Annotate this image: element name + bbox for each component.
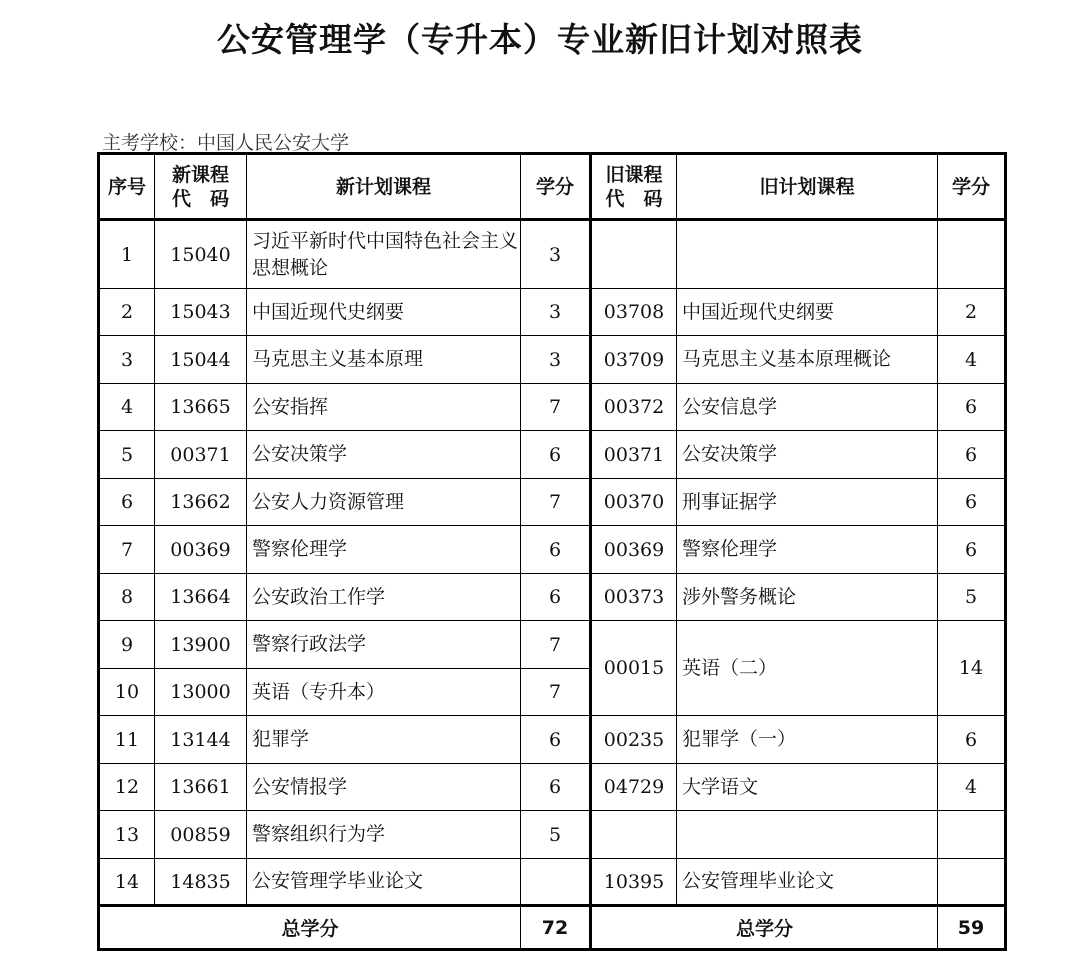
- row-new-credit: 6: [521, 526, 591, 574]
- comparison-table: [97, 152, 1007, 951]
- header-old-code-line1: 旧课程: [605, 163, 663, 186]
- header-new-course: 新计划课程: [247, 154, 521, 220]
- new-total-value: 72: [521, 906, 591, 950]
- row-new-code: 00859: [155, 811, 247, 859]
- row-new-credit: 3: [521, 220, 591, 289]
- row-old-code: 00371: [591, 431, 677, 479]
- row-new-course: 中国近现代史纲要: [247, 289, 521, 336]
- table-row: [99, 764, 1006, 811]
- row-seq: 2: [99, 289, 155, 336]
- row-new-course: 警察行政法学: [247, 621, 521, 669]
- table-row: [99, 220, 1006, 289]
- table-row: [99, 859, 1006, 906]
- table-row: [99, 289, 1006, 336]
- row-new-credit: 6: [521, 764, 591, 811]
- row-old-code: 00015: [591, 621, 677, 716]
- table-row: [99, 716, 1006, 764]
- totals-row: [99, 906, 1006, 950]
- row-old-credit: [938, 811, 1006, 859]
- row-old-credit: 14: [938, 621, 1006, 716]
- row-old-code: 04729: [591, 764, 677, 811]
- row-new-code: 14835: [155, 859, 247, 906]
- row-old-course: 大学语文: [677, 764, 938, 811]
- row-new-credit: 6: [521, 431, 591, 479]
- row-old-course: 英语（二）: [677, 621, 938, 716]
- row-old-course: [677, 220, 938, 289]
- row-old-credit: 6: [938, 431, 1006, 479]
- table-row: [99, 621, 1006, 669]
- row-new-code: 13662: [155, 479, 247, 526]
- row-old-credit: 2: [938, 289, 1006, 336]
- row-old-code: 00369: [591, 526, 677, 574]
- table-row: [99, 526, 1006, 574]
- row-new-code: 13665: [155, 384, 247, 431]
- row-new-code: 13144: [155, 716, 247, 764]
- row-old-credit: [938, 220, 1006, 289]
- row-old-course: 中国近现代史纲要: [677, 289, 938, 336]
- school-label: 主考学校：中国人民公安大学: [102, 132, 350, 154]
- row-old-course: [677, 811, 938, 859]
- row-new-course: 警察组织行为学: [247, 811, 521, 859]
- row-new-course: 英语（专升本）: [247, 669, 521, 716]
- row-old-code: 10395: [591, 859, 677, 906]
- table-row: [99, 479, 1006, 526]
- row-seq: 9: [99, 621, 155, 669]
- header-old-code-line2: 代 码: [605, 187, 663, 210]
- table-row: [99, 384, 1006, 431]
- row-new-code: 13661: [155, 764, 247, 811]
- row-old-course: 涉外警务概论: [677, 574, 938, 621]
- row-seq: 7: [99, 526, 155, 574]
- row-seq: 10: [99, 669, 155, 716]
- row-seq: 11: [99, 716, 155, 764]
- row-new-credit: [521, 859, 591, 906]
- row-seq: 14: [99, 859, 155, 906]
- row-old-credit: 6: [938, 526, 1006, 574]
- row-old-course: 公安决策学: [677, 431, 938, 479]
- header-new-code-line1: 新课程: [171, 163, 229, 186]
- row-new-code: 15040: [155, 220, 247, 289]
- row-new-credit: 6: [521, 574, 591, 621]
- row-new-code: 13000: [155, 669, 247, 716]
- row-old-code: 00370: [591, 479, 677, 526]
- row-seq: 6: [99, 479, 155, 526]
- header-new-code-line2: 代 码: [171, 187, 229, 210]
- row-new-credit: 7: [521, 479, 591, 526]
- row-old-course: 警察伦理学: [677, 526, 938, 574]
- row-old-code: [591, 220, 677, 289]
- row-old-credit: 6: [938, 479, 1006, 526]
- row-old-code: 03708: [591, 289, 677, 336]
- row-new-code: 13900: [155, 621, 247, 669]
- row-old-credit: 6: [938, 716, 1006, 764]
- row-new-code: 00369: [155, 526, 247, 574]
- row-old-credit: 4: [938, 764, 1006, 811]
- row-new-course: 公安指挥: [247, 384, 521, 431]
- row-seq: 12: [99, 764, 155, 811]
- row-old-code: 00373: [591, 574, 677, 621]
- row-new-credit: 7: [521, 669, 591, 716]
- row-seq: 3: [99, 336, 155, 384]
- page-title: 公安管理学（专升本）专业新旧计划对照表: [217, 20, 863, 59]
- row-new-code: 13664: [155, 574, 247, 621]
- row-old-code: 00235: [591, 716, 677, 764]
- row-new-course: 习近平新时代中国特色社会主义思想概论: [247, 220, 521, 289]
- row-seq: 1: [99, 220, 155, 289]
- row-old-course: 刑事证据学: [677, 479, 938, 526]
- row-old-credit: 5: [938, 574, 1006, 621]
- row-new-credit: 3: [521, 336, 591, 384]
- row-seq: 4: [99, 384, 155, 431]
- row-seq: 13: [99, 811, 155, 859]
- row-new-credit: 5: [521, 811, 591, 859]
- table-row: [99, 336, 1006, 384]
- row-new-course: 马克思主义基本原理: [247, 336, 521, 384]
- row-old-course: 公安信息学: [677, 384, 938, 431]
- row-new-course: 公安政治工作学: [247, 574, 521, 621]
- row-old-code: 03709: [591, 336, 677, 384]
- row-old-credit: [938, 859, 1006, 906]
- row-seq: 5: [99, 431, 155, 479]
- header-seq: 序号: [99, 154, 155, 220]
- new-total-label: 总学分: [99, 906, 521, 950]
- row-old-code: [591, 811, 677, 859]
- row-new-course: 犯罪学: [247, 716, 521, 764]
- old-total-value: 59: [938, 906, 1006, 950]
- row-new-credit: 3: [521, 289, 591, 336]
- table-header-row: [99, 154, 1006, 220]
- row-new-credit: 7: [521, 384, 591, 431]
- row-new-code: 15043: [155, 289, 247, 336]
- row-new-course: 公安决策学: [247, 431, 521, 479]
- row-new-credit: 6: [521, 716, 591, 764]
- table-row: [99, 574, 1006, 621]
- row-new-course: 公安人力资源管理: [247, 479, 521, 526]
- header-new-credit: 学分: [521, 154, 591, 220]
- row-old-credit: 6: [938, 384, 1006, 431]
- row-new-code: 15044: [155, 336, 247, 384]
- header-old-course: 旧计划课程: [677, 154, 938, 220]
- row-old-code: 00372: [591, 384, 677, 431]
- row-new-credit: 7: [521, 621, 591, 669]
- row-new-code: 00371: [155, 431, 247, 479]
- row-new-course: 警察伦理学: [247, 526, 521, 574]
- old-total-label: 总学分: [591, 906, 938, 950]
- header-old-credit: 学分: [938, 154, 1006, 220]
- row-old-course: 犯罪学（一）: [677, 716, 938, 764]
- table-row: [99, 811, 1006, 859]
- row-old-course: 马克思主义基本原理概论: [677, 336, 938, 384]
- table-row: [99, 431, 1006, 479]
- row-new-course: 公安管理学毕业论文: [247, 859, 521, 906]
- row-seq: 8: [99, 574, 155, 621]
- row-new-course: 公安情报学: [247, 764, 521, 811]
- row-old-credit: 4: [938, 336, 1006, 384]
- header-old-code: [591, 154, 677, 220]
- header-new-code: [155, 154, 247, 220]
- row-old-course: 公安管理毕业论文: [677, 859, 938, 906]
